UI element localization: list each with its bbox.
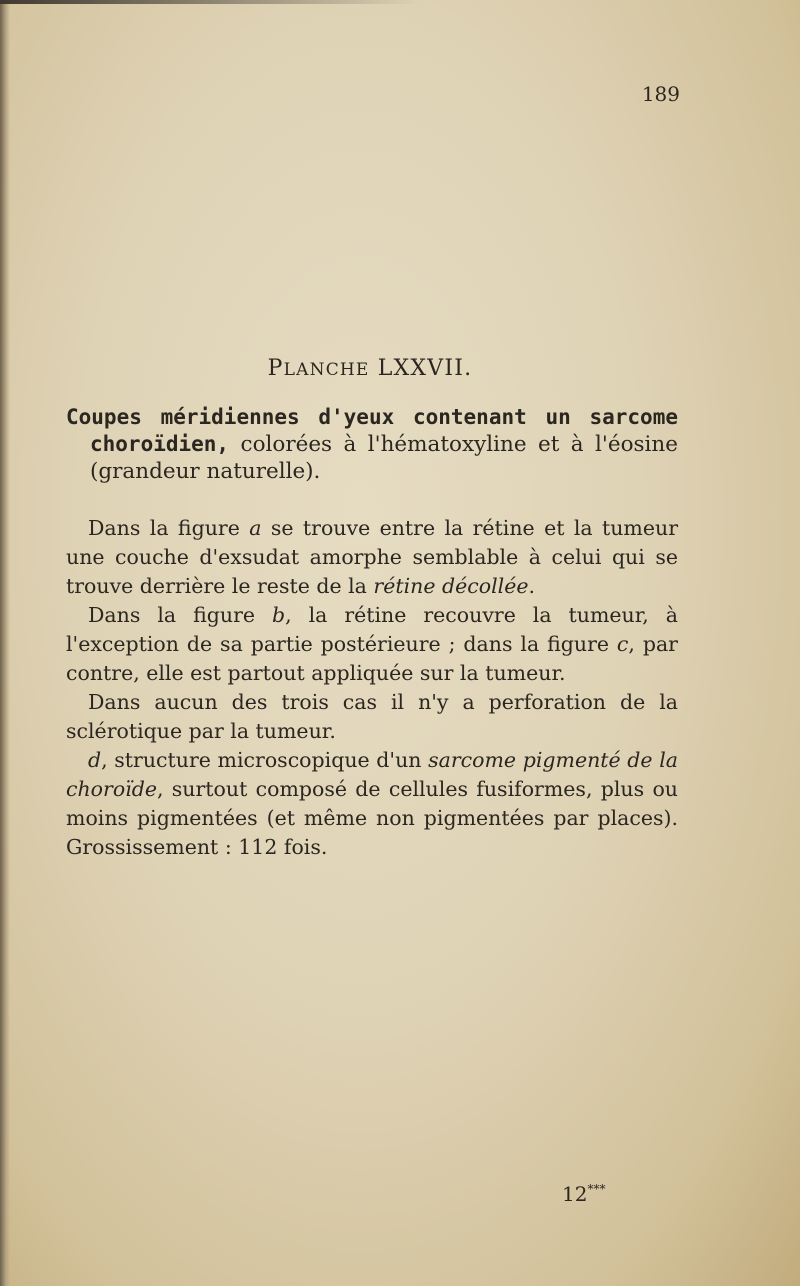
- plate-title-initial: P: [267, 356, 284, 381]
- plate-number: LXXVII.: [377, 356, 473, 381]
- figure-ref-a: a: [249, 516, 262, 540]
- p2-text-a: Dans la figure: [88, 603, 272, 627]
- p4-text-b: , surtout composé de cellules fusiformes, plus ou moins pigmentées (et même non pigmentées par places). Grossissement : 112 fois.: [66, 777, 678, 859]
- p1-emphasis: rétine décollée: [373, 574, 529, 598]
- printer-signature: [562, 1182, 605, 1206]
- p4-text-a: , structure microscopique d'un: [101, 748, 429, 772]
- plate-caption: [66, 404, 678, 485]
- p2-text-b: , la rétine recouvre la tumeur, à l'exception de sa partie postérieure ; dans la figure: [66, 603, 678, 656]
- p4-emphasis: sarcome pigmenté de la choroïde: [66, 748, 678, 801]
- plate-title: [0, 356, 740, 381]
- page-top-shadow: [0, 0, 420, 4]
- plate-title-word: LANCHE: [283, 360, 370, 380]
- caption-bold: Coupes méridiennes d'yeux contenant un sarcome choroïdien,: [66, 405, 678, 456]
- page-edge-shadow: [0, 0, 10, 1286]
- signature-number: 12: [562, 1182, 588, 1206]
- plate-description: [66, 514, 678, 862]
- page-number: 189: [641, 82, 680, 106]
- figure-ref-c: c: [616, 632, 629, 656]
- signature-stars: ***: [587, 1182, 606, 1196]
- p1-text-b: se trouve entre la rétine et la tumeur une couche d'exsudat amorphe semblable à celui qui se trouve derrière le reste de la: [66, 516, 679, 598]
- paragraph-1: [66, 514, 678, 601]
- caption-paragraph: [66, 404, 678, 485]
- caption-rest: colorées à l'hématoxyline et à l'éosine (grandeur naturelle).: [90, 432, 678, 484]
- figure-ref-b: b: [271, 603, 286, 627]
- p1-text-a: Dans la figure: [88, 516, 250, 540]
- paragraph-4: [66, 746, 678, 862]
- p2-text-c: , par contre, elle est partout appliquée sur la tumeur.: [66, 632, 678, 685]
- paragraph-2: [66, 601, 678, 688]
- p1-text-c: .: [528, 574, 535, 598]
- paragraph-3: Dans aucun des trois cas il n'y a perforation de la sclérotique par la tumeur.: [66, 690, 678, 743]
- figure-ref-d: d: [88, 748, 102, 772]
